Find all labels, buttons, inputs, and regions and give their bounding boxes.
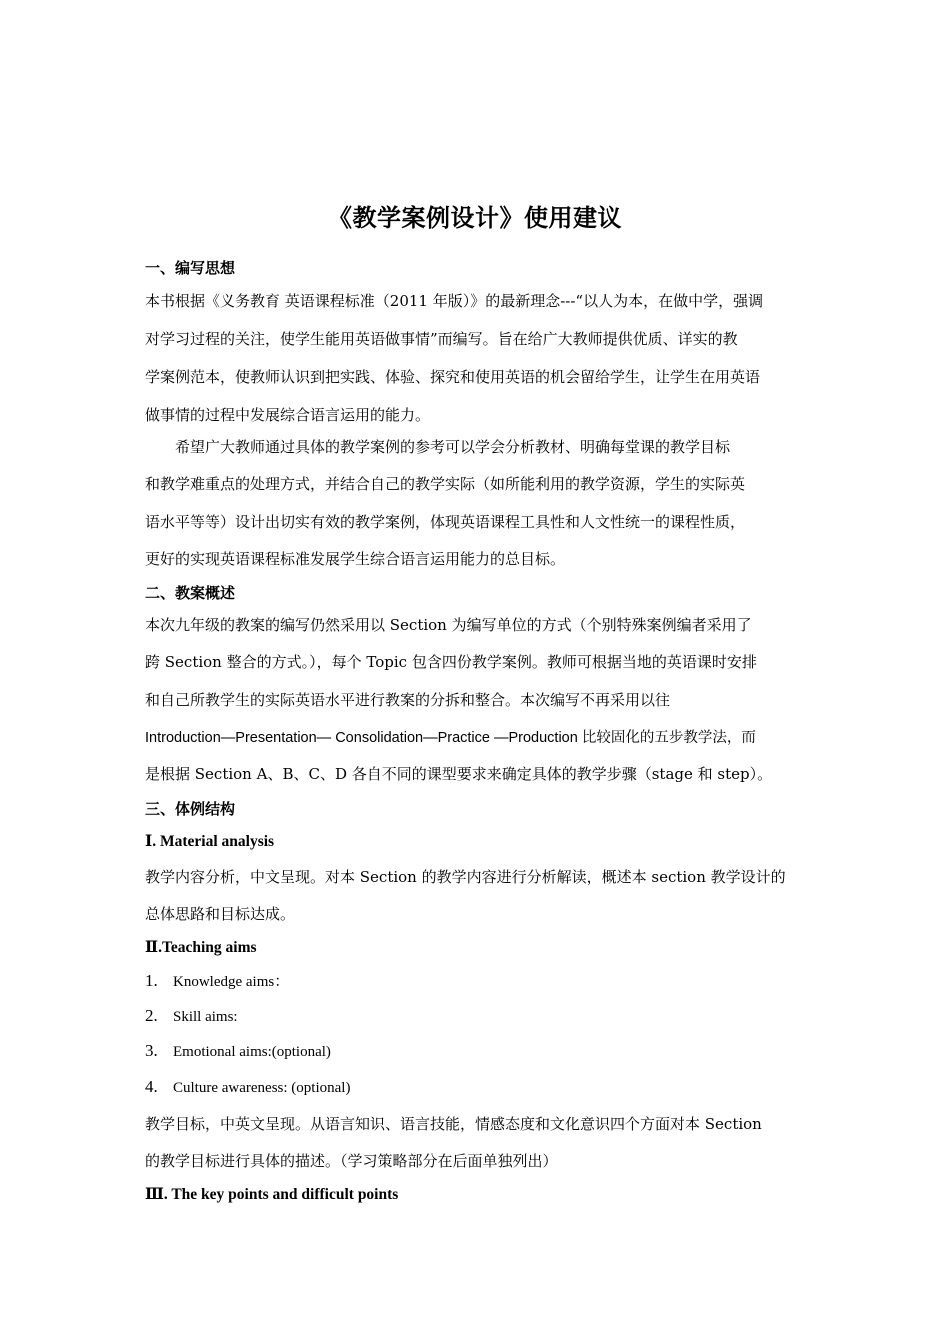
section1-p2-line4: 更好的实现英语课程标准发展学生综合语言运用能力的总目标。 <box>145 550 566 568</box>
section2-p1-line5: 是根据 Section A、B、C、D 各自不同的课型要求来确定具体的教学步骤（stage 和 step）。 <box>145 765 773 783</box>
list-text: Culture awareness: (optional) <box>173 1080 351 1096</box>
teaching-aims-line2: 的教学目标进行具体的描述。（学习策略部分在后面单独列出） <box>145 1152 558 1170</box>
section3-heading: 三、体例结构 <box>145 800 236 818</box>
material-analysis-line1: 教学内容分析，中文呈现。对本 Section 的教学内容进行分析解读，概述本 section 教学设计的 <box>145 868 786 886</box>
key-points-heading: Ⅲ. The key points and difficult points <box>145 1186 399 1203</box>
section1-p1-line3: 学案例范本，使教师认识到把实践、体验、探究和使用英语的机会留给学生，让学生在用英语 <box>145 368 761 386</box>
section1-heading: 一、编写思想 <box>145 259 236 277</box>
teaching-aims-line1: 教学目标，中英文呈现。从语言知识、语言技能，情感态度和文化意识四个方面对本 Section <box>145 1115 762 1133</box>
list-text: Skill aims: <box>173 1009 238 1025</box>
section1-p1-line4: 做事情的过程中发展综合语言运用的能力。 <box>145 406 431 424</box>
section2-heading: 二、教案概述 <box>145 584 236 602</box>
list-number: 1. <box>145 971 158 990</box>
section2-p1-line3: 和自己所教学生的实际英语水平进行教案的分拆和整合。本次编写不再采用以往 <box>145 691 671 709</box>
section1-p2-line1: 希望广大教师通过具体的教学案例的参考可以学会分析教材、明确每堂课的教学目标 <box>175 438 731 456</box>
list-number: 4. <box>145 1077 158 1096</box>
material-analysis-heading: Ⅰ. Material analysis <box>145 833 275 850</box>
page-title: 《教学案例设计》使用建议 <box>328 204 622 232</box>
aims-list-item <box>145 1041 331 1061</box>
section2-p1-line1: 本次九年级的教案的编写仍然采用以 Section 为编写单位的方式（个别特殊案例编者采用了 <box>145 616 752 634</box>
list-number: 2. <box>145 1006 158 1025</box>
material-analysis-line2: 总体思路和目标达成。 <box>145 905 296 923</box>
aims-list-item <box>145 970 289 991</box>
section1-p1-line1: 本书根据《义务教育 英语课程标准（2011 年版）》的最新理念---“以人为本，在做中学，强调 <box>145 292 764 310</box>
section2-p1-line2: 跨 Section 整合的方式。），每个 Topic 包含四份教学案例。教师可根据当地的英语课时安排 <box>145 653 757 671</box>
aims-list-item <box>145 1006 238 1026</box>
section1-p2-line2: 和教学难重点的处理方式，并结合自己的教学实际（如所能利用的教学资源，学生的实际英 <box>145 475 746 493</box>
list-number: 3. <box>145 1041 158 1060</box>
aims-list-item <box>145 1077 350 1097</box>
section1-p2-line3: 语水平等等）设计出切实有效的教学案例，体现英语课程工具性和人文性统一的课程性质， <box>145 513 746 531</box>
list-text: Knowledge aims： <box>173 974 290 990</box>
section2-p1-line4: Introduction—Presentation— Consolidation—Practice —Production 比较固化的五步教学法，而 <box>145 730 756 746</box>
list-text: Emotional aims:(optional) <box>173 1044 331 1060</box>
teaching-aims-heading: Ⅱ.Teaching aims <box>145 939 257 956</box>
section1-p1-line2: 对学习过程的关注，使学生能用英语做事情”而编写。旨在给广大教师提供优质、详实的教 <box>145 330 738 348</box>
